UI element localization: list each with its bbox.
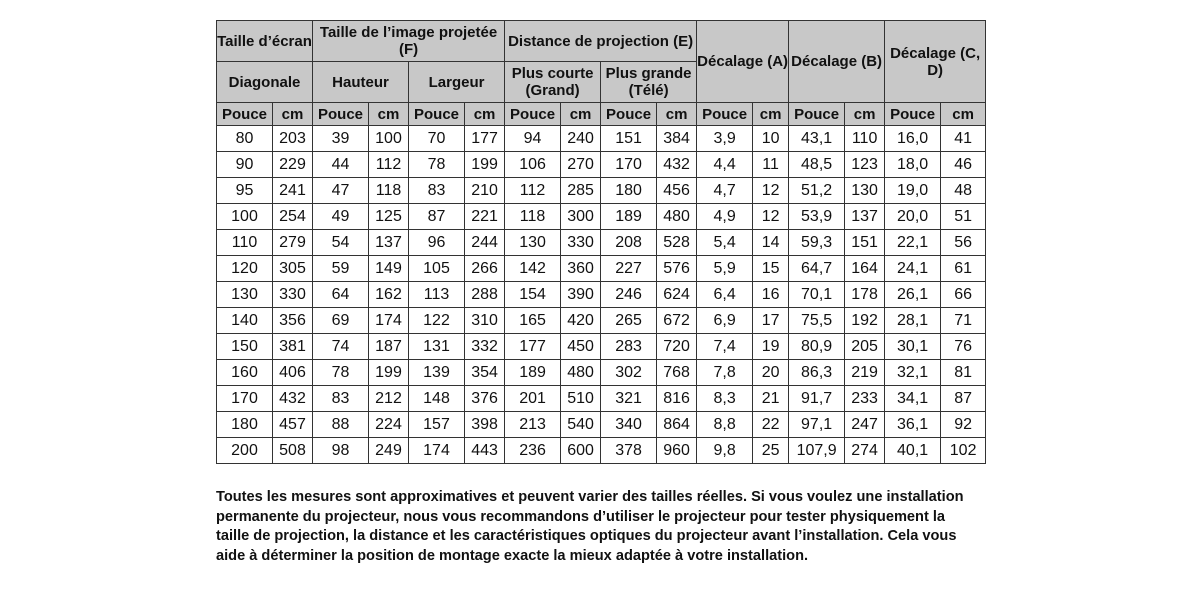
table-cell: 528 bbox=[657, 230, 697, 256]
table-cell: 59 bbox=[313, 256, 369, 282]
table-cell: 600 bbox=[561, 438, 601, 464]
table-cell: 71 bbox=[941, 308, 986, 334]
header-shortest: Plus courte (Grand) bbox=[505, 62, 601, 103]
table-cell: 123 bbox=[845, 152, 885, 178]
table-cell: 208 bbox=[601, 230, 657, 256]
unit-header-cell: Pouce bbox=[313, 103, 369, 126]
table-cell: 189 bbox=[601, 204, 657, 230]
table-cell: 95 bbox=[217, 178, 273, 204]
table-cell: 406 bbox=[273, 360, 313, 386]
table-cell: 107,9 bbox=[789, 438, 845, 464]
table-cell: 110 bbox=[217, 230, 273, 256]
table-cell: 174 bbox=[369, 308, 409, 334]
table-cell: 233 bbox=[845, 386, 885, 412]
table-cell: 12 bbox=[753, 204, 789, 230]
table-cell: 112 bbox=[369, 152, 409, 178]
unit-header-cell: cm bbox=[941, 103, 986, 126]
table-body bbox=[217, 126, 986, 464]
table-cell: 270 bbox=[561, 152, 601, 178]
table-cell: 6,9 bbox=[697, 308, 753, 334]
table-cell: 34,1 bbox=[885, 386, 941, 412]
table-cell: 98 bbox=[313, 438, 369, 464]
table-cell: 210 bbox=[465, 178, 505, 204]
table-cell: 39 bbox=[313, 126, 369, 152]
table-cell: 212 bbox=[369, 386, 409, 412]
table-cell: 398 bbox=[465, 412, 505, 438]
table-cell: 102 bbox=[941, 438, 986, 464]
table-cell: 69 bbox=[313, 308, 369, 334]
table-cell: 247 bbox=[845, 412, 885, 438]
table-cell: 321 bbox=[601, 386, 657, 412]
table-cell: 7,8 bbox=[697, 360, 753, 386]
header-height: Hauteur bbox=[313, 62, 409, 103]
table-cell: 432 bbox=[657, 152, 697, 178]
table-cell: 61 bbox=[941, 256, 986, 282]
table-cell: 480 bbox=[657, 204, 697, 230]
table-cell: 139 bbox=[409, 360, 465, 386]
table-cell: 219 bbox=[845, 360, 885, 386]
table-cell: 70,1 bbox=[789, 282, 845, 308]
table-cell: 816 bbox=[657, 386, 697, 412]
header-offset-a: Décalage (A) bbox=[697, 21, 789, 103]
table-cell: 137 bbox=[369, 230, 409, 256]
table-cell: 16,0 bbox=[885, 126, 941, 152]
table-cell: 624 bbox=[657, 282, 697, 308]
table-cell: 20 bbox=[753, 360, 789, 386]
table-cell: 81 bbox=[941, 360, 986, 386]
unit-header-cell: cm bbox=[369, 103, 409, 126]
table-cell: 224 bbox=[369, 412, 409, 438]
table-cell: 199 bbox=[369, 360, 409, 386]
unit-header-cell: Pouce bbox=[217, 103, 273, 126]
table-cell: 118 bbox=[369, 178, 409, 204]
table-cell: 283 bbox=[601, 334, 657, 360]
table-cell: 165 bbox=[505, 308, 561, 334]
table-cell: 14 bbox=[753, 230, 789, 256]
unit-header-cell: Pouce bbox=[505, 103, 561, 126]
table-cell: 151 bbox=[601, 126, 657, 152]
table-cell: 40,1 bbox=[885, 438, 941, 464]
table-cell: 157 bbox=[409, 412, 465, 438]
table-row bbox=[217, 334, 986, 360]
table-cell: 480 bbox=[561, 360, 601, 386]
table-cell: 11 bbox=[753, 152, 789, 178]
table-cell: 100 bbox=[217, 204, 273, 230]
table-cell: 4,4 bbox=[697, 152, 753, 178]
table-cell: 420 bbox=[561, 308, 601, 334]
measurement-note: Toutes les mesures sont approximatives et peuvent varier des tailles réelles. Si vous voulez une installation permanente du projecteur, nous vous recommandons d’utiliser le projecteur pour tester physiquement la taille de projection, la distance et les caractéristiques optiques du projecteur avant l’installation. Cela vous aide à déterminer la position de montage exacte la mieux adaptée à votre installation. bbox=[216, 489, 964, 564]
table-cell: 120 bbox=[217, 256, 273, 282]
header-offset-b: Décalage (B) bbox=[789, 21, 885, 103]
table-cell: 15 bbox=[753, 256, 789, 282]
table-cell: 25 bbox=[753, 438, 789, 464]
table-cell: 720 bbox=[657, 334, 697, 360]
table-cell: 199 bbox=[465, 152, 505, 178]
table-row bbox=[217, 308, 986, 334]
table-cell: 148 bbox=[409, 386, 465, 412]
table-cell: 86,3 bbox=[789, 360, 845, 386]
table-cell: 241 bbox=[273, 178, 313, 204]
table-row bbox=[217, 152, 986, 178]
table-cell: 164 bbox=[845, 256, 885, 282]
unit-header-cell: cm bbox=[561, 103, 601, 126]
table-cell: 46 bbox=[941, 152, 986, 178]
table-cell: 43,1 bbox=[789, 126, 845, 152]
table-cell: 88 bbox=[313, 412, 369, 438]
table-cell: 330 bbox=[273, 282, 313, 308]
table-cell: 864 bbox=[657, 412, 697, 438]
table-cell: 443 bbox=[465, 438, 505, 464]
table-cell: 180 bbox=[601, 178, 657, 204]
table-cell: 66 bbox=[941, 282, 986, 308]
table-cell: 97,1 bbox=[789, 412, 845, 438]
table-cell: 51,2 bbox=[789, 178, 845, 204]
table-cell: 310 bbox=[465, 308, 505, 334]
table-row bbox=[217, 412, 986, 438]
table-cell: 56 bbox=[941, 230, 986, 256]
table-cell: 92 bbox=[941, 412, 986, 438]
table-cell: 378 bbox=[601, 438, 657, 464]
table-cell: 240 bbox=[561, 126, 601, 152]
table-cell: 162 bbox=[369, 282, 409, 308]
table-cell: 30,1 bbox=[885, 334, 941, 360]
table-row bbox=[217, 386, 986, 412]
table-cell: 80,9 bbox=[789, 334, 845, 360]
table-cell: 74 bbox=[313, 334, 369, 360]
table-cell: 170 bbox=[217, 386, 273, 412]
table-cell: 122 bbox=[409, 308, 465, 334]
table-cell: 112 bbox=[505, 178, 561, 204]
table-cell: 244 bbox=[465, 230, 505, 256]
table-cell: 154 bbox=[505, 282, 561, 308]
table-row bbox=[217, 256, 986, 282]
table-cell: 768 bbox=[657, 360, 697, 386]
table-cell: 91,7 bbox=[789, 386, 845, 412]
table-cell: 177 bbox=[505, 334, 561, 360]
table-cell: 178 bbox=[845, 282, 885, 308]
table-cell: 356 bbox=[273, 308, 313, 334]
table-cell: 87 bbox=[941, 386, 986, 412]
table-cell: 249 bbox=[369, 438, 409, 464]
table-cell: 10 bbox=[753, 126, 789, 152]
table-cell: 288 bbox=[465, 282, 505, 308]
table-cell: 189 bbox=[505, 360, 561, 386]
table-cell: 83 bbox=[313, 386, 369, 412]
table-cell: 59,3 bbox=[789, 230, 845, 256]
table-cell: 266 bbox=[465, 256, 505, 282]
table-cell: 354 bbox=[465, 360, 505, 386]
table-cell: 48 bbox=[941, 178, 986, 204]
table-cell: 22 bbox=[753, 412, 789, 438]
table-cell: 70 bbox=[409, 126, 465, 152]
table-cell: 96 bbox=[409, 230, 465, 256]
unit-header-cell: cm bbox=[845, 103, 885, 126]
table-cell: 80 bbox=[217, 126, 273, 152]
table-row bbox=[217, 282, 986, 308]
unit-header-cell: Pouce bbox=[697, 103, 753, 126]
table-cell: 105 bbox=[409, 256, 465, 282]
table-cell: 32,1 bbox=[885, 360, 941, 386]
table-cell: 8,8 bbox=[697, 412, 753, 438]
unit-header-cell: cm bbox=[753, 103, 789, 126]
table-cell: 302 bbox=[601, 360, 657, 386]
table-cell: 150 bbox=[217, 334, 273, 360]
table-cell: 16 bbox=[753, 282, 789, 308]
table-cell: 94 bbox=[505, 126, 561, 152]
table-cell: 83 bbox=[409, 178, 465, 204]
table-cell: 6,4 bbox=[697, 282, 753, 308]
table-cell: 160 bbox=[217, 360, 273, 386]
unit-header-cell: Pouce bbox=[601, 103, 657, 126]
table-cell: 100 bbox=[369, 126, 409, 152]
table-cell: 87 bbox=[409, 204, 465, 230]
table-cell: 332 bbox=[465, 334, 505, 360]
table-cell: 9,8 bbox=[697, 438, 753, 464]
table-cell: 508 bbox=[273, 438, 313, 464]
table-cell: 376 bbox=[465, 386, 505, 412]
table-cell: 18,0 bbox=[885, 152, 941, 178]
table-cell: 8,3 bbox=[697, 386, 753, 412]
table-cell: 187 bbox=[369, 334, 409, 360]
table-cell: 47 bbox=[313, 178, 369, 204]
table-cell: 21 bbox=[753, 386, 789, 412]
table-cell: 576 bbox=[657, 256, 697, 282]
projection-table-container bbox=[216, 20, 985, 464]
table-cell: 20,0 bbox=[885, 204, 941, 230]
projection-distance-table bbox=[216, 20, 986, 464]
table-cell: 456 bbox=[657, 178, 697, 204]
table-cell: 390 bbox=[561, 282, 601, 308]
table-cell: 75,5 bbox=[789, 308, 845, 334]
table-cell: 340 bbox=[601, 412, 657, 438]
table-cell: 41 bbox=[941, 126, 986, 152]
table-cell: 4,9 bbox=[697, 204, 753, 230]
table-cell: 200 bbox=[217, 438, 273, 464]
unit-header-cell: cm bbox=[273, 103, 313, 126]
table-row bbox=[217, 360, 986, 386]
table-cell: 221 bbox=[465, 204, 505, 230]
unit-header-row bbox=[217, 103, 986, 126]
table-cell: 19 bbox=[753, 334, 789, 360]
table-cell: 384 bbox=[657, 126, 697, 152]
table-cell: 213 bbox=[505, 412, 561, 438]
table-cell: 300 bbox=[561, 204, 601, 230]
table-row bbox=[217, 438, 986, 464]
header-diagonal: Diagonale bbox=[217, 62, 313, 103]
table-cell: 76 bbox=[941, 334, 986, 360]
table-cell: 279 bbox=[273, 230, 313, 256]
table-cell: 26,1 bbox=[885, 282, 941, 308]
table-cell: 960 bbox=[657, 438, 697, 464]
table-cell: 236 bbox=[505, 438, 561, 464]
table-cell: 457 bbox=[273, 412, 313, 438]
table-cell: 149 bbox=[369, 256, 409, 282]
header-width: Largeur bbox=[409, 62, 505, 103]
table-row bbox=[217, 178, 986, 204]
table-cell: 78 bbox=[409, 152, 465, 178]
table-cell: 305 bbox=[273, 256, 313, 282]
table-cell: 229 bbox=[273, 152, 313, 178]
table-cell: 130 bbox=[217, 282, 273, 308]
table-cell: 246 bbox=[601, 282, 657, 308]
unit-header-cell: cm bbox=[465, 103, 505, 126]
unit-header-cell: Pouce bbox=[885, 103, 941, 126]
table-cell: 90 bbox=[217, 152, 273, 178]
table-cell: 381 bbox=[273, 334, 313, 360]
table-cell: 110 bbox=[845, 126, 885, 152]
header-longest: Plus grande (Télé) bbox=[601, 62, 697, 103]
table-cell: 177 bbox=[465, 126, 505, 152]
table-cell: 265 bbox=[601, 308, 657, 334]
table-cell: 140 bbox=[217, 308, 273, 334]
table-cell: 7,4 bbox=[697, 334, 753, 360]
header-screen-size: Taille d’écran bbox=[217, 21, 313, 62]
table-cell: 130 bbox=[505, 230, 561, 256]
table-cell: 5,4 bbox=[697, 230, 753, 256]
table-cell: 285 bbox=[561, 178, 601, 204]
table-cell: 450 bbox=[561, 334, 601, 360]
table-cell: 180 bbox=[217, 412, 273, 438]
table-cell: 22,1 bbox=[885, 230, 941, 256]
table-cell: 540 bbox=[561, 412, 601, 438]
table-cell: 5,9 bbox=[697, 256, 753, 282]
unit-header-cell: Pouce bbox=[789, 103, 845, 126]
table-cell: 36,1 bbox=[885, 412, 941, 438]
table-cell: 192 bbox=[845, 308, 885, 334]
table-cell: 432 bbox=[273, 386, 313, 412]
table-cell: 151 bbox=[845, 230, 885, 256]
table-cell: 203 bbox=[273, 126, 313, 152]
table-cell: 51 bbox=[941, 204, 986, 230]
table-cell: 330 bbox=[561, 230, 601, 256]
table-cell: 54 bbox=[313, 230, 369, 256]
table-row bbox=[217, 126, 986, 152]
table-cell: 48,5 bbox=[789, 152, 845, 178]
table-row bbox=[217, 204, 986, 230]
table-cell: 131 bbox=[409, 334, 465, 360]
table-cell: 64,7 bbox=[789, 256, 845, 282]
table-cell: 64 bbox=[313, 282, 369, 308]
table-cell: 142 bbox=[505, 256, 561, 282]
header-throw-distance: Distance de projection (E) bbox=[505, 21, 697, 62]
unit-header-cell: cm bbox=[657, 103, 697, 126]
table-cell: 118 bbox=[505, 204, 561, 230]
table-cell: 53,9 bbox=[789, 204, 845, 230]
table-cell: 3,9 bbox=[697, 126, 753, 152]
table-cell: 227 bbox=[601, 256, 657, 282]
unit-header-cell: Pouce bbox=[409, 103, 465, 126]
table-cell: 510 bbox=[561, 386, 601, 412]
table-cell: 125 bbox=[369, 204, 409, 230]
table-cell: 49 bbox=[313, 204, 369, 230]
table-cell: 137 bbox=[845, 204, 885, 230]
table-cell: 44 bbox=[313, 152, 369, 178]
table-cell: 12 bbox=[753, 178, 789, 204]
table-cell: 19,0 bbox=[885, 178, 941, 204]
table-cell: 113 bbox=[409, 282, 465, 308]
table-cell: 106 bbox=[505, 152, 561, 178]
header-image-size: Taille de l’image projetée (F) bbox=[313, 21, 505, 62]
table-cell: 274 bbox=[845, 438, 885, 464]
table-cell: 254 bbox=[273, 204, 313, 230]
table-cell: 130 bbox=[845, 178, 885, 204]
table-cell: 170 bbox=[601, 152, 657, 178]
table-cell: 28,1 bbox=[885, 308, 941, 334]
table-cell: 24,1 bbox=[885, 256, 941, 282]
table-cell: 17 bbox=[753, 308, 789, 334]
table-cell: 360 bbox=[561, 256, 601, 282]
header-offset-cd: Décalage (C, D) bbox=[885, 21, 986, 103]
table-cell: 78 bbox=[313, 360, 369, 386]
table-cell: 174 bbox=[409, 438, 465, 464]
table-cell: 672 bbox=[657, 308, 697, 334]
table-cell: 201 bbox=[505, 386, 561, 412]
table-row bbox=[217, 230, 986, 256]
table-cell: 205 bbox=[845, 334, 885, 360]
table-cell: 4,7 bbox=[697, 178, 753, 204]
